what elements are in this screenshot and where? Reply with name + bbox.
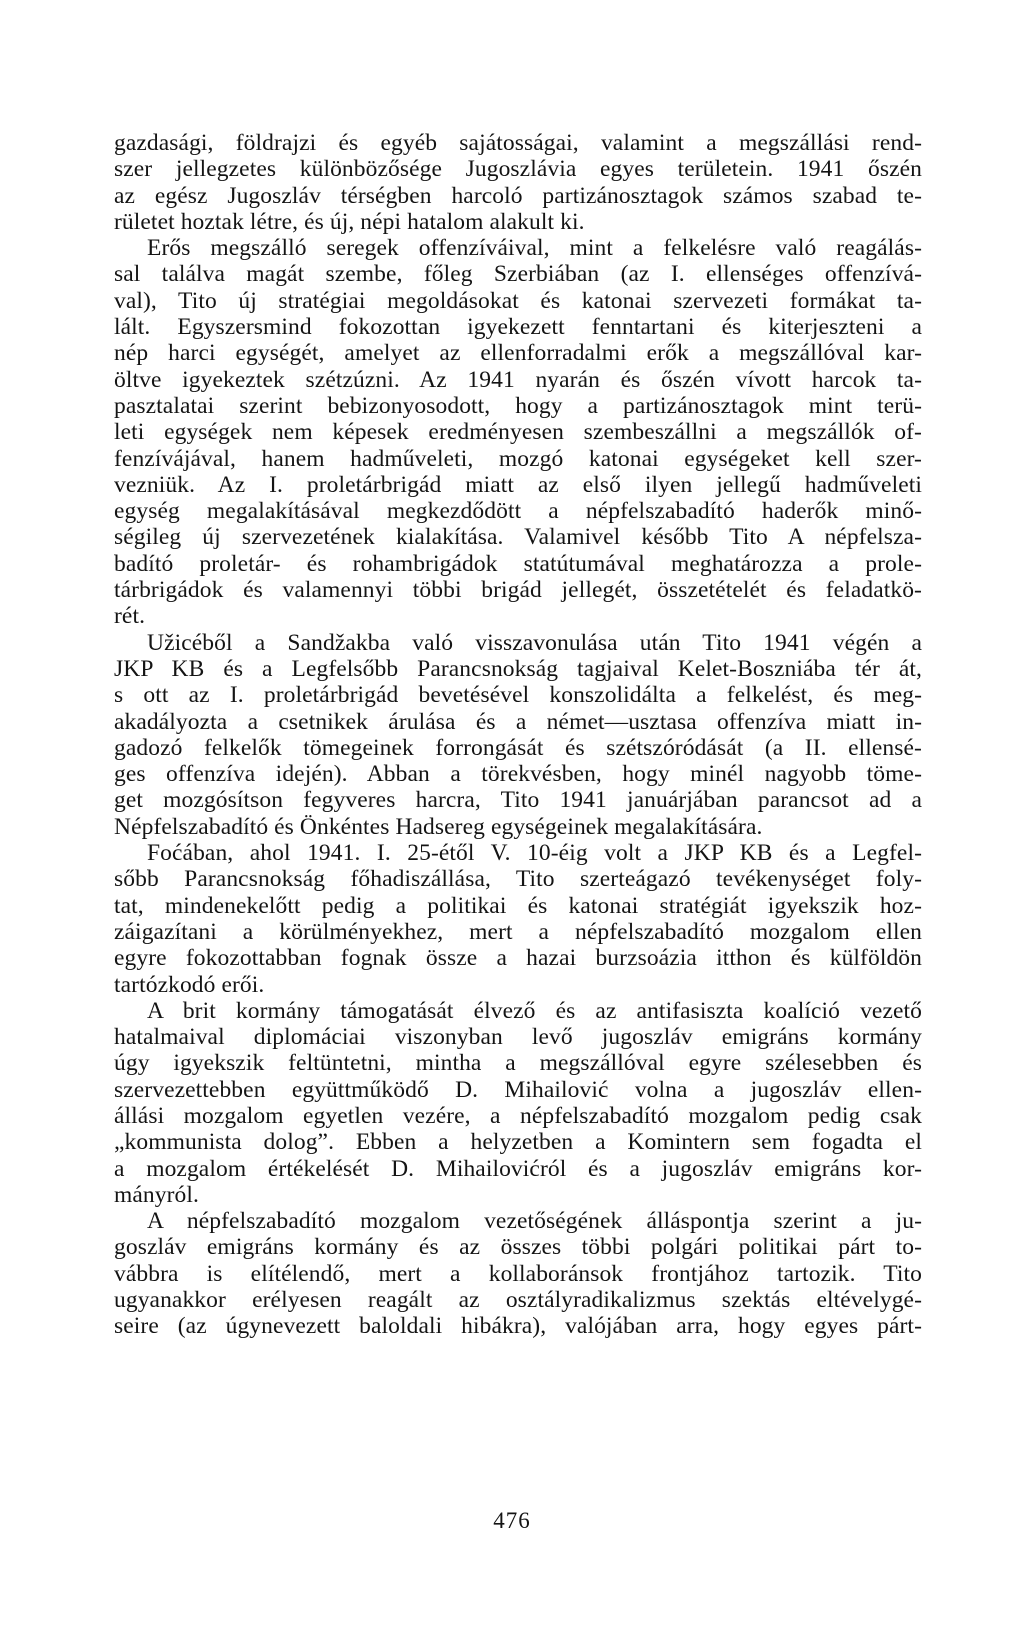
text-line: hatalmaival diplomáciai viszonyban levő jugoszláv emigráns kormány <box>114 1024 922 1051</box>
text-line: egység megalakításával megkezdődött a népfelszabadító haderők minő- <box>114 498 922 525</box>
text-line: Foćában, ahol 1941. I. 25-étől V. 10-éig volt a JKP KB és a Legfel- <box>147 840 922 867</box>
text-line: tat, mindenekelőtt pedig a politikai és katonai stratégiát igyekszik hoz- <box>114 892 922 919</box>
text-line: pasztalatai szerint bebizonyosodott, hogy a partizánosztagok mint terü- <box>114 392 922 419</box>
text-line: mányról. <box>114 1181 199 1208</box>
text-line: Erős megszálló seregek offenzíváival, mint a felkelésre való reagálás- <box>147 235 922 262</box>
text-line: gadozó felkelők tömegeinek forrongását és szétszóródását (a II. ellensé- <box>114 734 922 761</box>
text-line: vezniük. Az I. proletárbrigád miatt az első ilyen jellegű hadműveleti <box>114 471 922 498</box>
text-line: seire (az úgynevezett baloldali hibákra), valójában arra, hogy egyes párt- <box>114 1313 922 1340</box>
text-line: akadályozta a csetnikek árulása és a német—usztasa offenzíva miatt in- <box>114 708 922 735</box>
text-line: tartózkodó erői. <box>114 971 265 998</box>
text-line: Užicéből a Sandžakba való visszavonulása után Tito 1941 végén a <box>147 629 922 656</box>
text-line: szer jellegzetes különbözősége Jugoszlávia egyes területein. 1941 őszén <box>114 156 922 183</box>
text-line: gazdasági, földrajzi és egyéb sajátosságai, valamint a megszállási rend- <box>114 130 922 156</box>
text-line: tárbrigádok és valamennyi többi brigád jellegét, összetételét és feladatkö- <box>114 577 922 604</box>
text-line: A brit kormány támogatását élvező és az antifasiszta koalíció vezető <box>147 997 922 1024</box>
text-line: nép harci egységét, amelyet az ellenforradalmi erők a megszállóval kar- <box>114 340 922 367</box>
text-line: ségileg új szervezetének kialakítása. Valamivel később Tito A népfelsza- <box>114 524 922 551</box>
text-line: ges offenzíva idején). Abban a törekvésben, hogy minél nagyobb töme- <box>114 761 922 788</box>
text-line: fenzívájával, hanem hadműveleti, mozgó katonai egységeket kell szer- <box>114 445 922 472</box>
text-line: s ott az I. proletárbrigád bevetésével konszolidálta a felkelést, és meg- <box>114 682 922 709</box>
text-line: goszláv emigráns kormány és az összes többi polgári politikai párt to- <box>114 1234 922 1261</box>
text-line: leti egységek nem képesek eredményesen szembeszállni a megszállók of- <box>114 419 922 446</box>
text-line: badító proletár- és rohambrigádok statútumával meghatározza a prole- <box>114 550 922 577</box>
text-line: rét. <box>114 603 146 630</box>
text-line: „kommunista dolog”. Ebben a helyzetben a Komintern sem fogadta el <box>114 1129 922 1156</box>
text-line: vábbra is elítélendő, mert a kollaboránsok frontjához tartozik. Tito <box>114 1260 922 1287</box>
text-line: get mozgósítson fegyveres harcra, Tito 1941 januárjában parancsot ad a <box>114 787 922 814</box>
text-line: a mozgalom értékelését D. Mihailovićról és a jugoszláv emigráns kor- <box>114 1155 922 1182</box>
text-line: úgy igyekszik feltüntetni, mintha a megszállóval egyre szélesebben és <box>114 1050 922 1077</box>
page-number: 476 <box>493 1508 531 1533</box>
text-line: val), Tito új stratégiai megoldásokat és katonai szervezeti formákat ta- <box>114 287 922 314</box>
text-line: az egész Jugoszláv térségben harcoló partizánosztagok számos szabad te- <box>114 182 922 209</box>
text-line: egyre fokozottabban fognak össze a hazai burzsoázia itthon és külföldön <box>114 945 922 972</box>
text-line: sal találva magát szembe, főleg Szerbiában (az I. ellenséges offenzívá- <box>114 261 922 288</box>
text-line: állási mozgalom egyetlen vezére, a népfelszabadító mozgalom pedig csak <box>114 1102 922 1129</box>
text-line: lált. Egyszersmind fokozottan igyekezett fenntartani és kiterjeszteni a <box>114 314 922 341</box>
text-line: Népfelszabadító és Önkéntes Hadsereg egységeinek megalakítására. <box>114 813 763 840</box>
text-line: sőbb Parancsnokság főhadiszállása, Tito szerteágazó tevékenységet foly- <box>114 866 922 893</box>
text-line: szervezettebben együttműködő D. Mihailović volna a jugoszláv ellen- <box>114 1076 922 1103</box>
text-line: ugyanakkor erélyesen reagált az osztályradikalizmus szektás eltévelygé- <box>114 1287 922 1314</box>
text-line: öltve igyekeztek szétzúzni. Az 1941 nyarán és őszén vívott harcok ta- <box>114 366 922 393</box>
text-line: rületet hoztak létre, és új, népi hatalom alakult ki. <box>114 208 585 235</box>
text-line: záigazítani a körülményekhez, mert a népfelszabadító mozgalom ellen <box>114 918 922 945</box>
text-line: JKP KB és a Legfelsőbb Parancsnokság tagjaival Kelet-Boszniába tér át, <box>114 655 922 682</box>
page-body <box>114 130 922 1340</box>
text-line: A népfelszabadító mozgalom vezetőségének álláspontja szerint a ju- <box>147 1208 922 1235</box>
